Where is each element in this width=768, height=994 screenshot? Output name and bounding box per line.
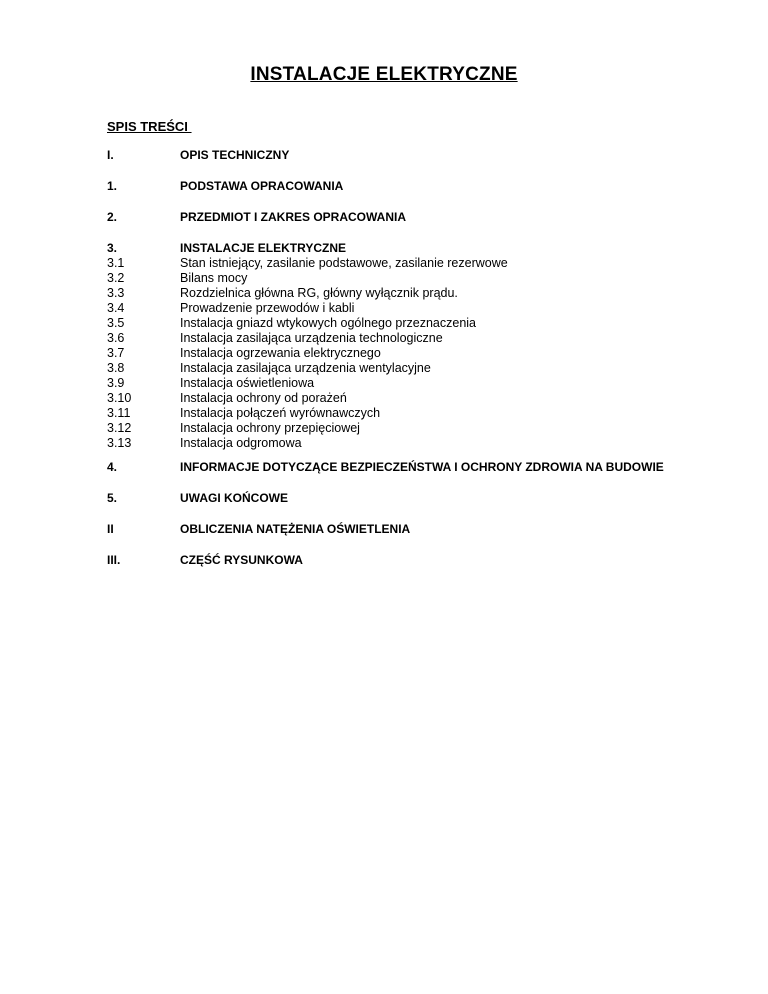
- toc-entry-label: Instalacja zasilająca urządzenia technologiczne: [180, 331, 443, 345]
- toc-group: [107, 553, 747, 568]
- toc-entry-number: 3.10: [107, 391, 132, 405]
- toc-entry-number: 4.: [107, 460, 118, 474]
- toc-entry-number: I.: [107, 148, 114, 162]
- toc-entry: [107, 286, 747, 301]
- toc-entry-label: Instalacja oświetleniowa: [180, 376, 315, 390]
- toc-entry-label: Instalacja zasilająca urządzenia wentylacyjne: [180, 361, 431, 375]
- toc-entry-number: 3.1: [107, 256, 125, 270]
- toc-entry-label: OBLICZENIA NATĘŻENIA OŚWIETLENIA: [180, 522, 411, 536]
- toc-entry-label: INSTALACJE ELEKTRYCZNE: [180, 241, 347, 255]
- toc-entry-number: 2.: [107, 210, 118, 224]
- toc-group: [107, 179, 747, 194]
- toc-entry-label: UWAGI KOŃCOWE: [180, 491, 288, 505]
- toc-entry: [107, 491, 747, 506]
- toc-entry-label: Stan istniejący, zasilanie podstawowe, zasilanie rezerwowe: [180, 256, 508, 270]
- toc-entry: [107, 361, 747, 376]
- toc-entry-label: CZĘŚĆ RYSUNKOWA: [180, 553, 303, 567]
- toc-entry: [107, 331, 747, 346]
- toc-entry-number: 3.: [107, 241, 118, 255]
- toc-entry-number: 3.9: [107, 376, 125, 390]
- toc-entry: [107, 256, 747, 271]
- toc-group: [107, 241, 747, 451]
- toc-entry: [107, 148, 747, 163]
- toc-entry-number: 3.2: [107, 271, 125, 285]
- toc-entry: [107, 179, 747, 194]
- toc-entry: [107, 436, 747, 451]
- toc-entry-number: 3.7: [107, 346, 125, 360]
- toc-entry-number: 1.: [107, 179, 118, 193]
- toc-entry-label: Instalacja gniazd wtykowych ogólnego przeznaczenia: [180, 316, 477, 330]
- toc-group: [107, 522, 747, 537]
- toc-entry: [107, 421, 747, 436]
- toc-entry-label: Instalacja ochrony od porażeń: [180, 391, 347, 405]
- toc-entry-number: 3.8: [107, 361, 125, 375]
- toc-entry: [107, 301, 747, 316]
- toc-entry-label: Instalacja odgromowa: [180, 436, 302, 450]
- toc-group: [107, 491, 747, 506]
- toc-entry-label: Bilans mocy: [180, 271, 248, 285]
- toc-heading: SPIS TREŚCI: [107, 119, 192, 134]
- toc-group: [107, 148, 747, 163]
- toc-entry: [107, 460, 747, 475]
- toc-entry-label: Rozdzielnica główna RG, główny wyłącznik prądu.: [180, 286, 458, 300]
- toc-entry: [107, 241, 747, 256]
- toc-entry-label: Instalacja połączeń wyrównawczych: [180, 406, 381, 420]
- toc-entry: [107, 316, 747, 331]
- toc-entry-number: 3.3: [107, 286, 125, 300]
- toc-entry-number: 3.12: [107, 421, 132, 435]
- toc-entry-label: Prowadzenie przewodów i kabli: [180, 301, 355, 315]
- document-title: INSTALACJE ELEKTRYCZNE: [250, 64, 518, 85]
- toc-group: [107, 210, 747, 225]
- toc-entry: [107, 346, 747, 361]
- toc-entry-number: 3.4: [107, 301, 125, 315]
- toc-entry: [107, 406, 747, 421]
- toc-entry-label: Instalacja ogrzewania elektrycznego: [180, 346, 381, 360]
- toc-entry-number: III.: [107, 553, 121, 567]
- toc-entry-label: INFORMACJE DOTYCZĄCE BEZPIECZEŃSTWA I OCHRONY ZDROWIA NA BUDOWIE: [180, 460, 664, 474]
- toc-entry-label: PODSTAWA OPRACOWANIA: [180, 179, 344, 193]
- toc-entry-number: II: [107, 522, 114, 536]
- toc-entry-number: 3.13: [107, 436, 132, 450]
- toc-entry: [107, 391, 747, 406]
- toc-entry: [107, 522, 747, 537]
- toc-group: [107, 460, 747, 475]
- toc-entry-number: 5.: [107, 491, 118, 505]
- toc-entry-label: Instalacja ochrony przepięciowej: [180, 421, 360, 435]
- toc-entry: [107, 271, 747, 286]
- toc-entry-number: 3.5: [107, 316, 125, 330]
- toc-entry: [107, 376, 747, 391]
- toc-entry: [107, 210, 747, 225]
- toc-entry: [107, 553, 747, 568]
- toc-entry-label: OPIS TECHNICZNY: [180, 148, 290, 162]
- toc-entry-number: 3.6: [107, 331, 125, 345]
- toc-entry-label: PRZEDMIOT I ZAKRES OPRACOWANIA: [180, 210, 407, 224]
- toc-entry-number: 3.11: [107, 406, 131, 420]
